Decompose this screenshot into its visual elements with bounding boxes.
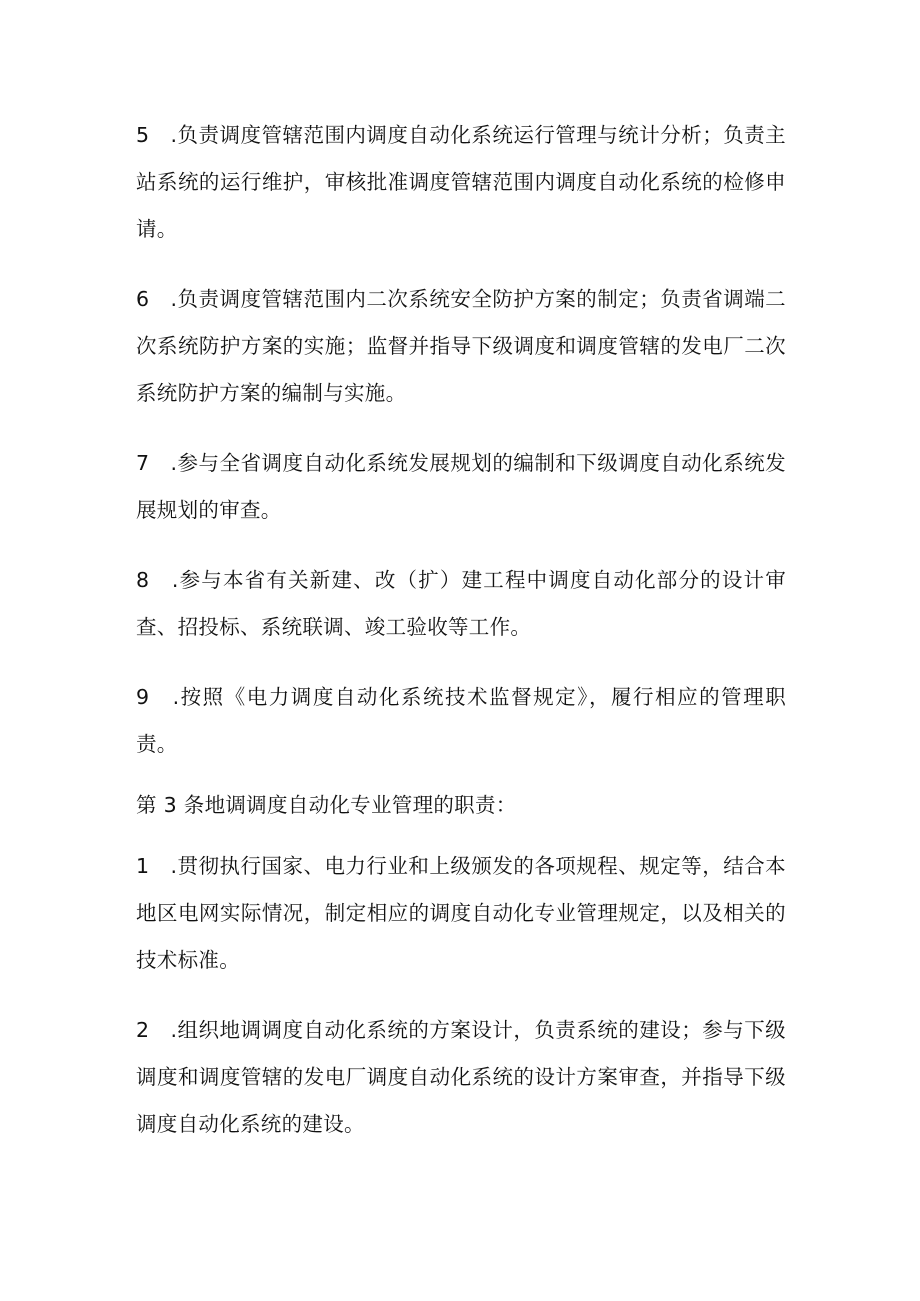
- paragraph-item-7: 7 .参与全省调度自动化系统发展规划的编制和下级调度自动化系统发展规划的审查。: [136, 451, 786, 522]
- paragraph-item-2: 2 .组织地调调度自动化系统的方案设计，负责系统的建设；参与下级调度和调度管辖的发电厂调度自动化系统的设计方案审查，并指导下级调度自动化系统的建设。: [136, 1018, 786, 1136]
- paragraph-item-1: 1 .贯彻执行国家、电力行业和上级颁发的各项规程、规定等，结合本地区电网实际情况，制定相应的调度自动化专业管理规定，以及相关的技术标准。: [136, 854, 786, 972]
- paragraph-item-9: 9 .按照《电力调度自动化系统技术监督规定》，履行相应的管理职责。: [136, 685, 786, 756]
- document-body: [136, 112, 786, 1171]
- paragraph-item-5: 5 .负责调度管辖范围内调度自动化系统运行管理与统计分析；负责主站系统的运行维护，审核批准调度管辖范围内调度自动化系统的检修申请。: [136, 123, 786, 241]
- paragraph-item-6: 6 .负责调度管辖范围内二次系统安全防护方案的制定；负责省调端二次系统防护方案的实施；监督并指导下级调度和调度管辖的发电厂二次系统防护方案的编制与实施。: [136, 287, 786, 405]
- paragraph-item-8: 8 .参与本省有关新建、改（扩）建工程中调度自动化部分的设计审查、招投标、系统联调、竣工验收等工作。: [136, 568, 786, 639]
- article-3-heading: 第 3 条地调调度自动化专业管理的职责：: [136, 793, 517, 817]
